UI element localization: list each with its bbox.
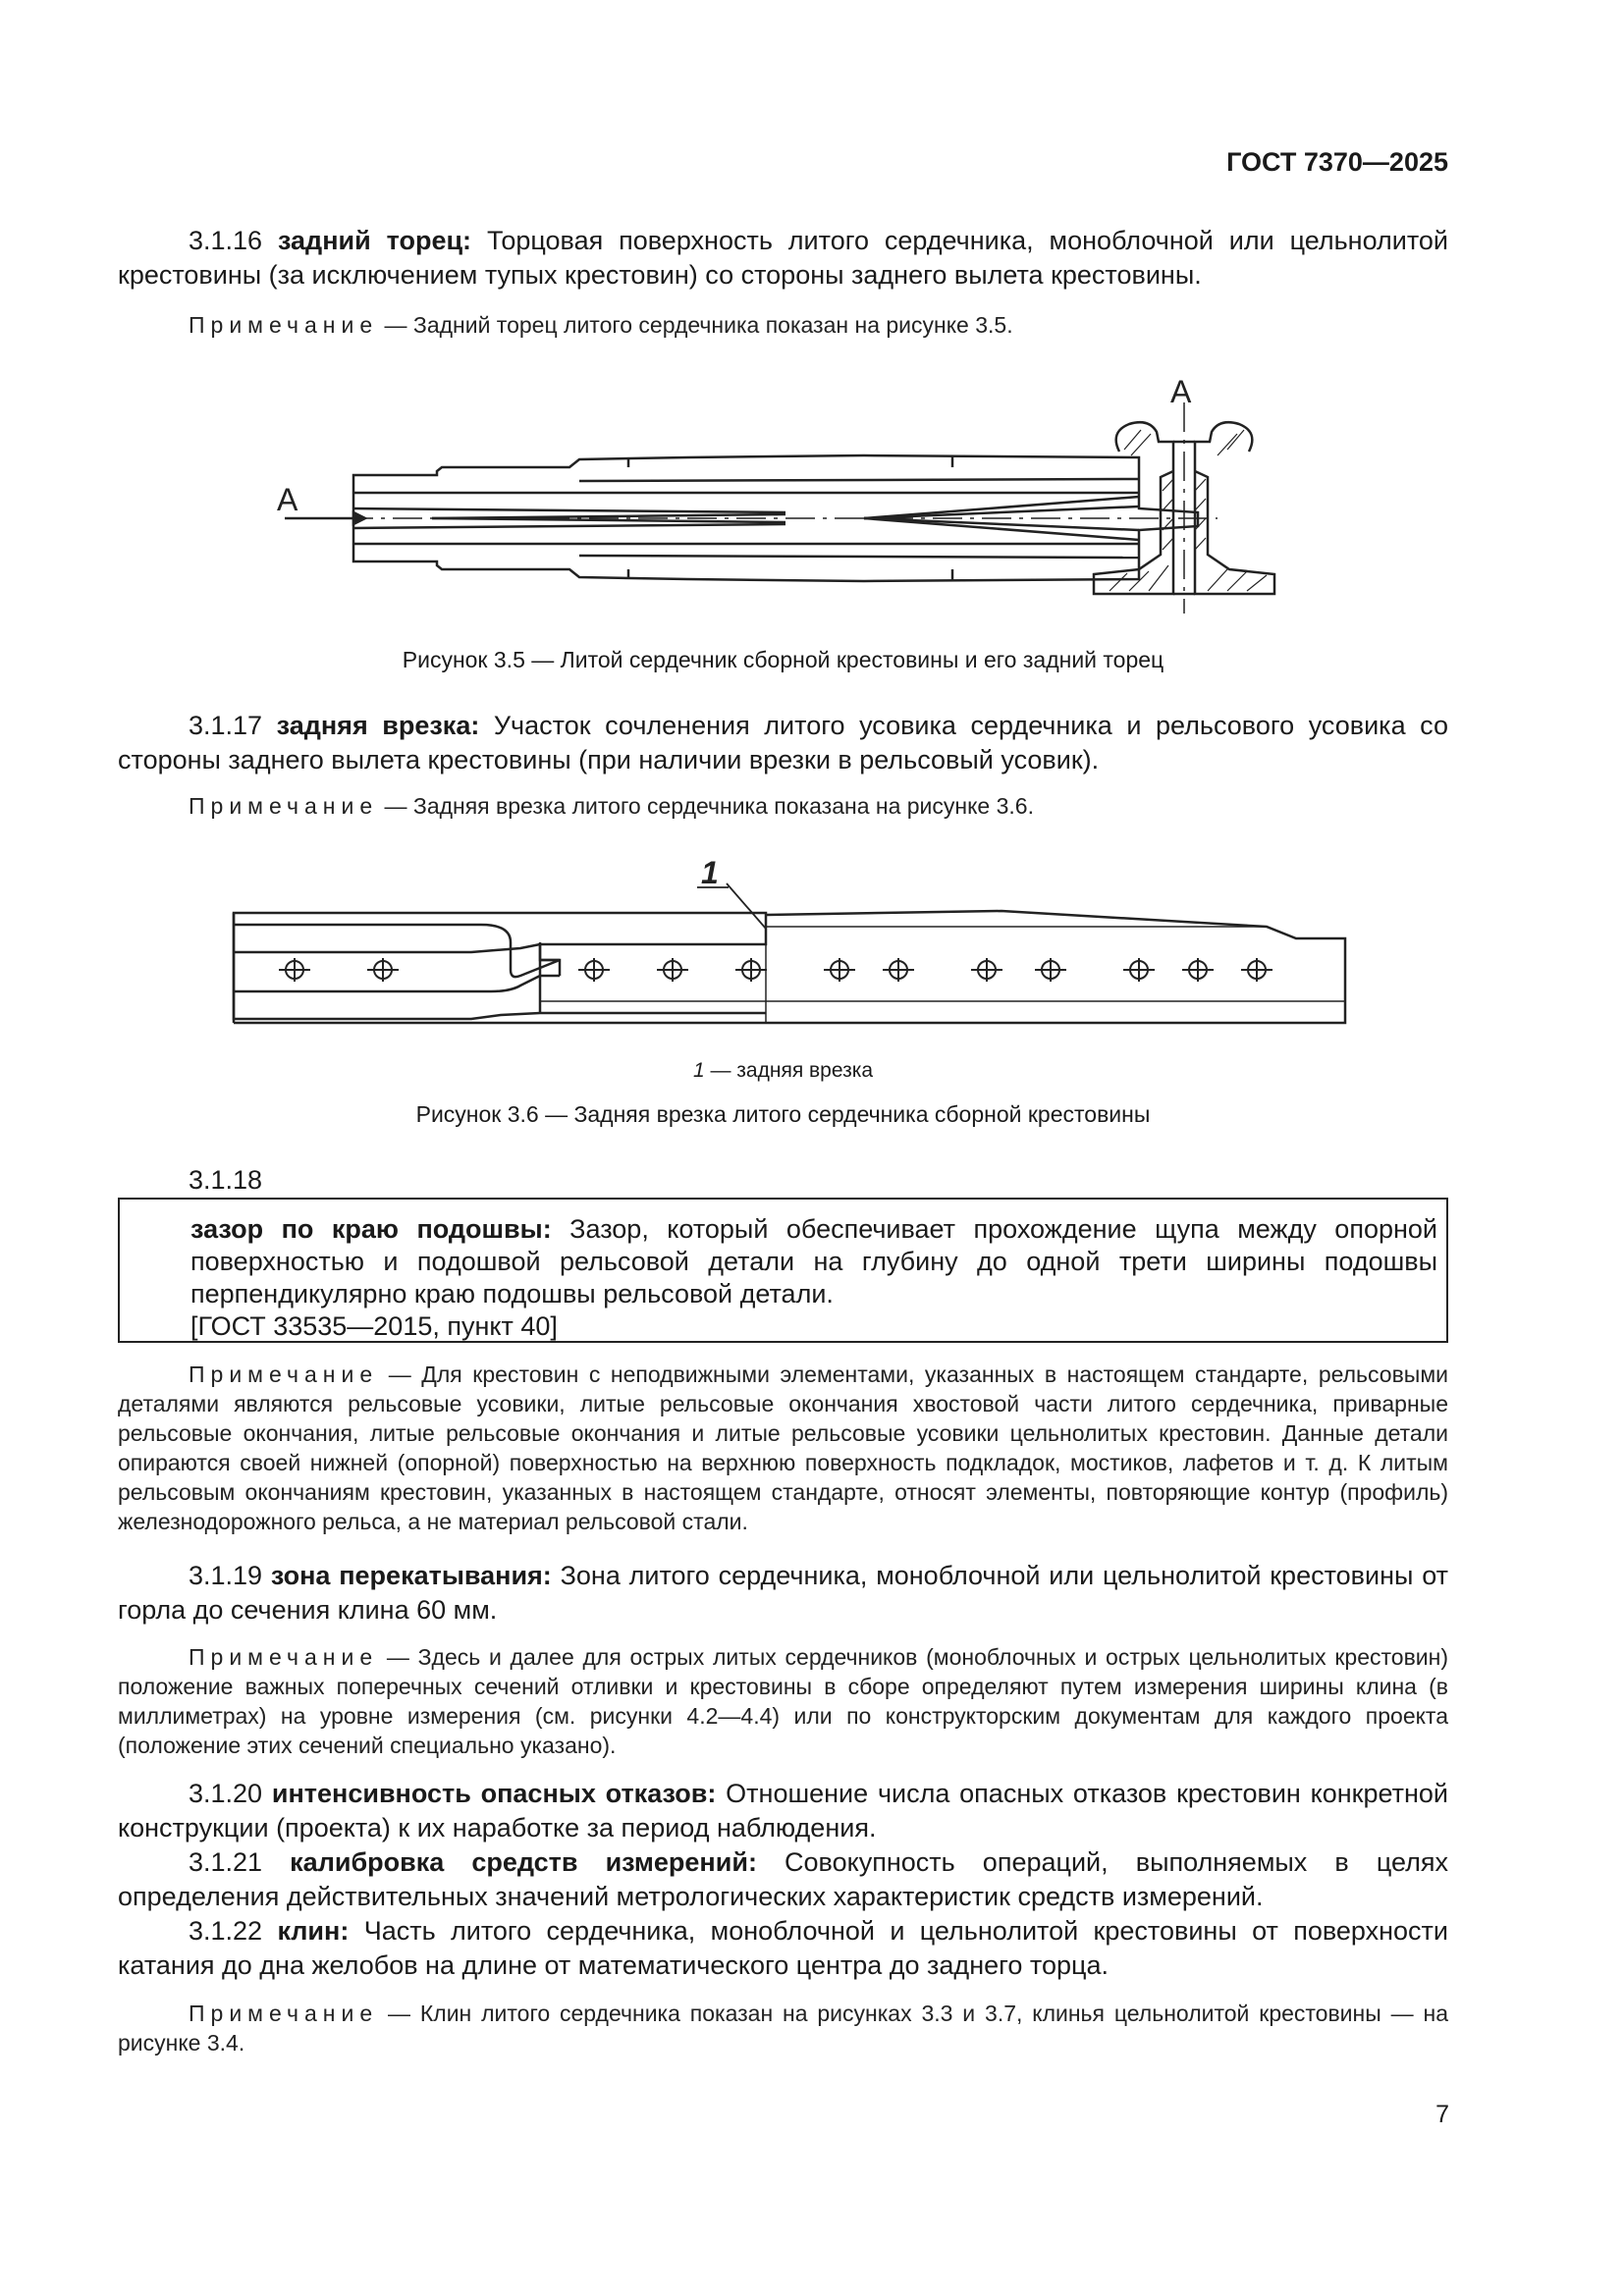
clause-text: Участок сочленения литого усовика сердечника и рельсового усовика со стороны заднего вылета крестовины (при наличии врезки в рельсовый усовик).	[118, 711, 1448, 774]
definition-box	[118, 1198, 1448, 1343]
note-3-1-22	[118, 1999, 1448, 2057]
clause-number: 3.1.22	[189, 1916, 278, 1946]
clause-text: Зона литого сердечника, моноблочной или цельнолитой крестовины от горла до сечения клина 60 мм.	[118, 1561, 1448, 1625]
figure-3-6	[226, 854, 1355, 1031]
legend-text: — задняя врезка	[704, 1059, 874, 1082]
clause-text: Зазор, который обеспечивает прохождение щупа между опорной поверхностью и подошвой рельсовой детали на глубину до одной трети ширины подошвы перпендикулярно краю подошвы рельсовой детали.	[190, 1214, 1437, 1308]
note-label: Примечание	[189, 1644, 379, 1670]
clause-term: клин:	[277, 1916, 350, 1946]
section-label: А	[1170, 374, 1192, 409]
clause-term: задняя врезка:	[276, 711, 480, 740]
clause-number: 3.1.20	[189, 1779, 272, 1808]
clause-text: Совокупность операций, выполняемых в целях определения действительных значений метрологических характеристик средств измерений.	[118, 1847, 1448, 1911]
clause-3-1-17	[118, 709, 1448, 777]
clause-3-1-22	[118, 1914, 1448, 1983]
clause-term: задний торец:	[277, 226, 472, 255]
clause-3-1-19	[118, 1559, 1448, 1628]
note-3-1-16	[118, 310, 1448, 340]
clause-term: зона перекатывания:	[270, 1561, 552, 1590]
note-text: — Клин литого сердечника показан на рисунках 3.3 и 3.7, клинья цельнолитой крестовины — на рисунке 3.4.	[118, 2001, 1448, 2056]
callout-number: 1	[701, 855, 719, 890]
clause-number-3-1-18: 3.1.18	[189, 1165, 263, 1195]
note-label: Примечание	[189, 312, 379, 338]
clause-3-1-16	[118, 224, 1448, 293]
source-reference: [ГОСТ 33535—2015, пункт 40]	[190, 1311, 558, 1341]
clause-text: Торцовая поверхность литого сердечника, моноблочной или цельнолитой крестовины (за исключением тупых крестовин) со стороны заднего вылета крестовины.	[118, 226, 1449, 290]
clause-number: 3.1.16	[189, 226, 278, 255]
clause-term: калибровка средств измерений:	[290, 1847, 757, 1877]
note-3-1-18	[118, 1360, 1448, 1536]
note-3-1-19	[118, 1642, 1448, 1760]
note-text: — Для крестовин с неподвижными элементами, указанных в настоящем стандарте, рельсовыми деталями являются рельсовые усовики, литые рельсовые окончания хвостовой части литого сердечника, приварные рельсовые окончания, литые рельсовые окончания и литые рельсовые усовики цельнолитых крестовин. Данные детали опираются своей нижней (опорной) поверхностью на верхнюю поверхность подкладок, мостиков, лафетов и т. д. К литым рельсовым окончаниям крестовин, указанных в настоящем стандарте, относят элементы, повторяющие контур (профиль) железнодорожного рельса, а не материал рельсовой стали.	[118, 1362, 1448, 1534]
legend-number: 1	[692, 1059, 705, 1082]
figure-3-6-legend	[118, 1057, 1448, 1085]
page-number: 7	[1435, 2101, 1449, 2128]
note-text: — Здесь и далее для острых литых сердечников (моноблочных и острых цельнолитых крестовин) положение важных поперечных сечений отливки и крестовины в сборе определяют путем измерения ширины клина (в миллиметрах) на уровне измерения (см. рисунки 4.2—4.4) или по конструкторским документам для каждого проекта (положение этих сечений специально указано).	[118, 1644, 1448, 1758]
note-text: — Задняя врезка литого сердечника показана на рисунке 3.6.	[378, 793, 1034, 819]
note-label: Примечание	[189, 793, 379, 819]
clause-term: интенсивность опасных отказов:	[271, 1779, 717, 1808]
arrow-label: А	[277, 482, 298, 517]
note-label: Примечание	[189, 2001, 379, 2026]
clause-number: 3.1.17	[189, 711, 277, 740]
clause-3-1-20	[118, 1777, 1448, 1845]
definition-text	[190, 1213, 1437, 1343]
note-text: — Задний торец литого сердечника показан на рисунке 3.5.	[378, 312, 1013, 338]
clause-number: 3.1.19	[189, 1561, 271, 1590]
figure-3-5-caption: Рисунок 3.5 — Литой сердечник сборной крестовины и его задний торец	[402, 647, 1164, 672]
clause-text: Отношение числа опасных отказов крестовин конкретной конструкции (проекта) к их наработке за период наблюдения.	[118, 1779, 1448, 1842]
clause-number: 3.1.21	[189, 1847, 291, 1877]
figure-3-5	[275, 373, 1296, 628]
figure-3-6-caption: Рисунок 3.6 — Задняя врезка литого сердечника сборной крестовины	[415, 1101, 1151, 1127]
clause-3-1-21	[118, 1845, 1448, 1914]
clause-term: зазор по краю подошвы:	[190, 1214, 552, 1244]
note-label: Примечание	[189, 1362, 379, 1387]
clause-text: Часть литого сердечника, моноблочной и цельнолитой крестовины от поверхности катания до дна желобов на длине от математического центра до заднего торца.	[118, 1916, 1449, 1980]
document-header: ГОСТ 7370—2025	[1226, 147, 1448, 177]
note-3-1-17	[118, 791, 1448, 821]
